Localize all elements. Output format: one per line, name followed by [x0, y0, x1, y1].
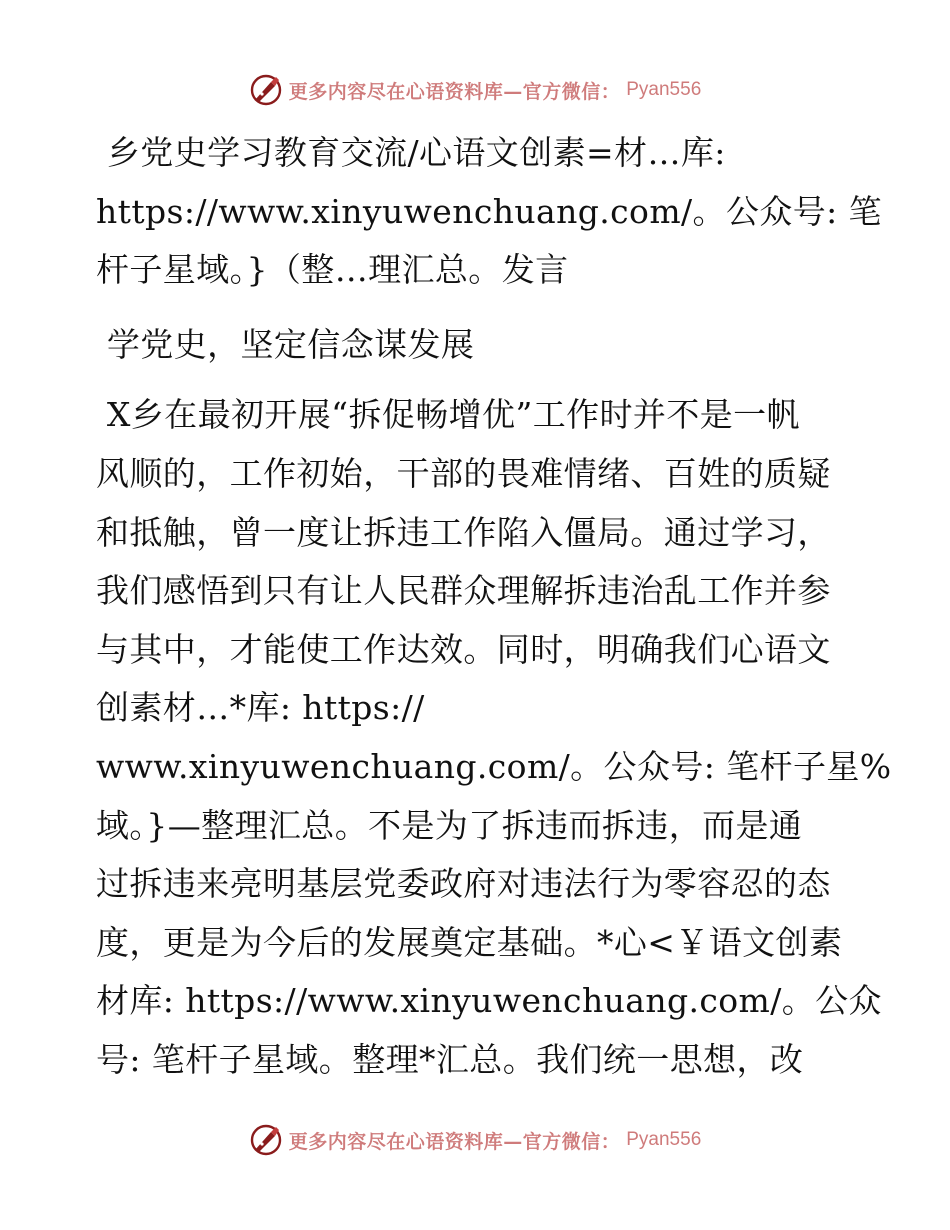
text-line: X乡在最初开展“拆促畅增优”工作时并不是一帆 [96, 395, 800, 435]
text-line: 风顺的，工作初始，干部的畏难情绪、百姓的质疑 [96, 453, 831, 493]
banner-slogan: 更多内容尽在心语资料库—官方微信： [288, 1130, 621, 1153]
text-line: 域。}—整理汇总。不是为了拆违而拆违，而是通 [96, 805, 803, 845]
text-line: 号: 笔杆子星域。整理*汇总。我们统一思想，改 [96, 1039, 804, 1079]
banner-wechat-id: Pyan556 [626, 1129, 702, 1150]
text-line: 与其中，才能使工作达效。同时，明确我们心语文 [96, 629, 831, 669]
text-line: 创素材…*库: https:// [96, 688, 425, 728]
text-line: 我们感悟到只有让人民群众理解拆违治乱工作并参 [96, 571, 831, 611]
text-line: 材库: https://www.xinyuwenchuang.com/。公众 [96, 981, 882, 1021]
text-line: www.xinyuwenchuang.com/。公众号: 笔杆子星% [96, 746, 892, 786]
text-line: https://www.xinyuwenchuang.com/。公众号: 笔 [96, 191, 882, 231]
text-line: 乡党史学习教育交流/心语文创素=材…库: [96, 133, 726, 172]
text-line: 和抵触，曾一度让拆违工作陷入僵局。通过学习， [96, 512, 831, 552]
banner-wechat-id: Pyan556 [626, 79, 702, 100]
pen-nib-logo-icon [249, 73, 283, 107]
banner-slogan: 更多内容尽在心语资料库—官方微信： [288, 80, 621, 103]
header-banner [0, 70, 950, 110]
footer-banner [0, 1120, 950, 1160]
paragraph-body [96, 386, 892, 1089]
text-line: 度，更是为今后的发展奠定基础。*心<￥语文创素 [96, 922, 843, 962]
section-subtitle: 学党史，坚定信念谋发展 [96, 324, 475, 364]
pen-nib-logo-icon [249, 1123, 283, 1157]
text-line: 过拆违来亮明基层党委政府对违法行为零容忍的态 [96, 864, 831, 904]
document-body [96, 124, 892, 1090]
paragraph-intro [96, 124, 882, 300]
text-line: 杆子星域。}（整…理汇总。发言 [96, 250, 569, 290]
